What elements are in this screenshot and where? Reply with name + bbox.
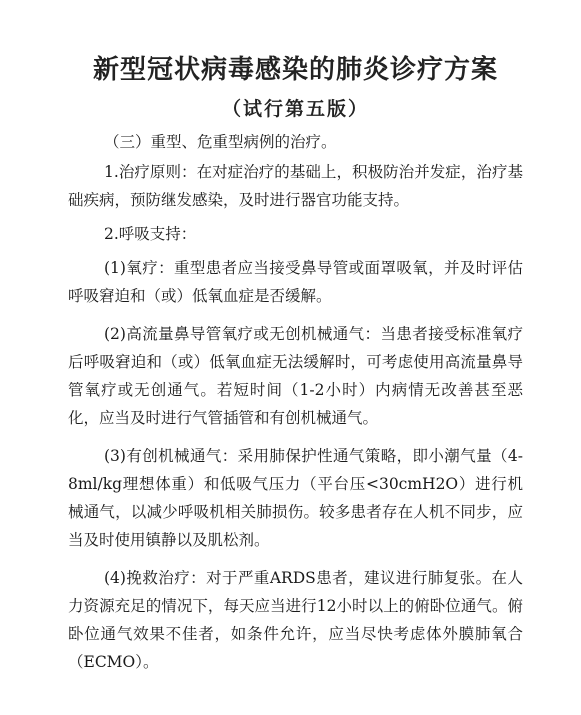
document-title: 新型冠状病毒感染的肺炎诊疗方案 <box>92 55 498 85</box>
section-heading: （三）重型、危重型病例的治疗。 <box>104 133 337 151</box>
paragraph-invasive-ventilation: (3)有创机械通气：采用肺保护性通气策略，即小潮气量（4-8ml/kg理想体重）和低吸气压力（平台压<30cmH2O）进行机械通气，以减少呼吸机相关肺损伤。较多患者存在人机不同步，应当及时使用镇静以及肌松剂。 <box>68 447 523 549</box>
paragraph-high-flow-oxygen: (2)高流量鼻导管氧疗或无创机械通气：当患者接受标准氧疗后呼吸窘迫和（或）低氧血症无法缓解时，可考虑使用高流量鼻导管氧疗或无创通气。若短时间（1-2小时）内病情无改善甚至恶化，应当及时进行气管插管和有创机械通气。 <box>68 325 523 427</box>
document-subtitle: （试行第五版） <box>221 98 369 120</box>
paragraph-treatment-principle: 1.治疗原则：在对症治疗的基础上，积极防治并发症，治疗基础疾病，预防继发感染，及时进行器官功能支持。 <box>68 163 523 209</box>
paragraph-respiratory-support: 2.呼吸支持： <box>104 225 197 243</box>
paragraph-oxygen-therapy: (1)氧疗：重型患者应当接受鼻导管或面罩吸氧，并及时评估呼吸窘迫和（或）低氧血症是否缓解。 <box>68 259 523 305</box>
paragraph-rescue-therapy: (4)挽救治疗：对于严重ARDS患者，建议进行肺复张。在人力资源充足的情况下，每天应当进行12小时以上的俯卧位通气。俯卧位通气效果不佳者，如条件允许，应当尽快考虑体外膜肺氧合（ECMO）。 <box>68 569 523 671</box>
